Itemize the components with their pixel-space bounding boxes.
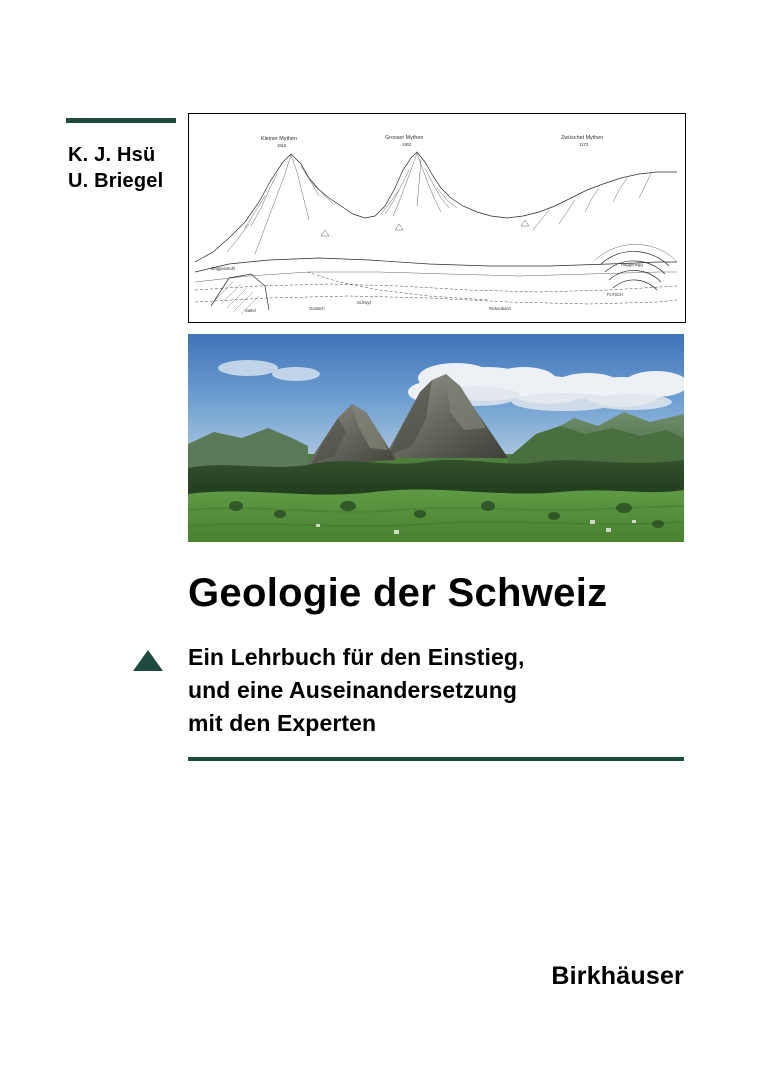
svg-text:1815: 1815 xyxy=(277,143,287,148)
mythen-photograph xyxy=(188,334,684,542)
author-name-1: K. J. Hsü xyxy=(68,144,156,166)
svg-text:Gontsch: Gontsch xyxy=(309,306,325,311)
drawing-label-kleiner-mythen: Kleiner Mythen xyxy=(261,136,297,142)
drawing-label-sattel: Sattel xyxy=(245,308,256,313)
drawing-label-schwyz: Schwyz xyxy=(357,300,372,305)
subtitle-line-3: mit den Experten xyxy=(188,709,377,736)
author-block xyxy=(68,142,208,195)
publisher-name: Birkhäuser xyxy=(551,962,684,990)
subtitle-line-2: und eine Auseinandersetzung xyxy=(188,676,518,703)
drawing-label-rickenbach: Rickenbach xyxy=(489,306,511,311)
bottom-accent-rule xyxy=(188,757,684,761)
drawing-label-zinggenstuhl: Zinggenstuhl xyxy=(211,266,235,271)
svg-text:1173: 1173 xyxy=(579,142,589,147)
svg-text:1902: 1902 xyxy=(402,142,412,147)
subtitle-line-1: Ein Lehrbuch für den Einstieg, xyxy=(188,644,525,670)
drawing-label-zwuschet-mythen: Zwüschet Mythen xyxy=(561,135,604,141)
drawing-label-haggenegg: Haggenegg xyxy=(621,262,643,267)
book-subtitle xyxy=(188,641,688,740)
triangle-bullet-icon xyxy=(133,650,163,671)
drawing-label-grosser-mythen: Grosser Mythen xyxy=(385,135,424,141)
author-name-2: U. Briegel xyxy=(68,170,164,193)
drawing-label-flysch: FLYSCH xyxy=(607,292,624,297)
top-accent-rule xyxy=(66,118,176,123)
geological-profile-drawing xyxy=(188,113,686,323)
book-title: Geologie der Schweiz xyxy=(188,571,608,615)
